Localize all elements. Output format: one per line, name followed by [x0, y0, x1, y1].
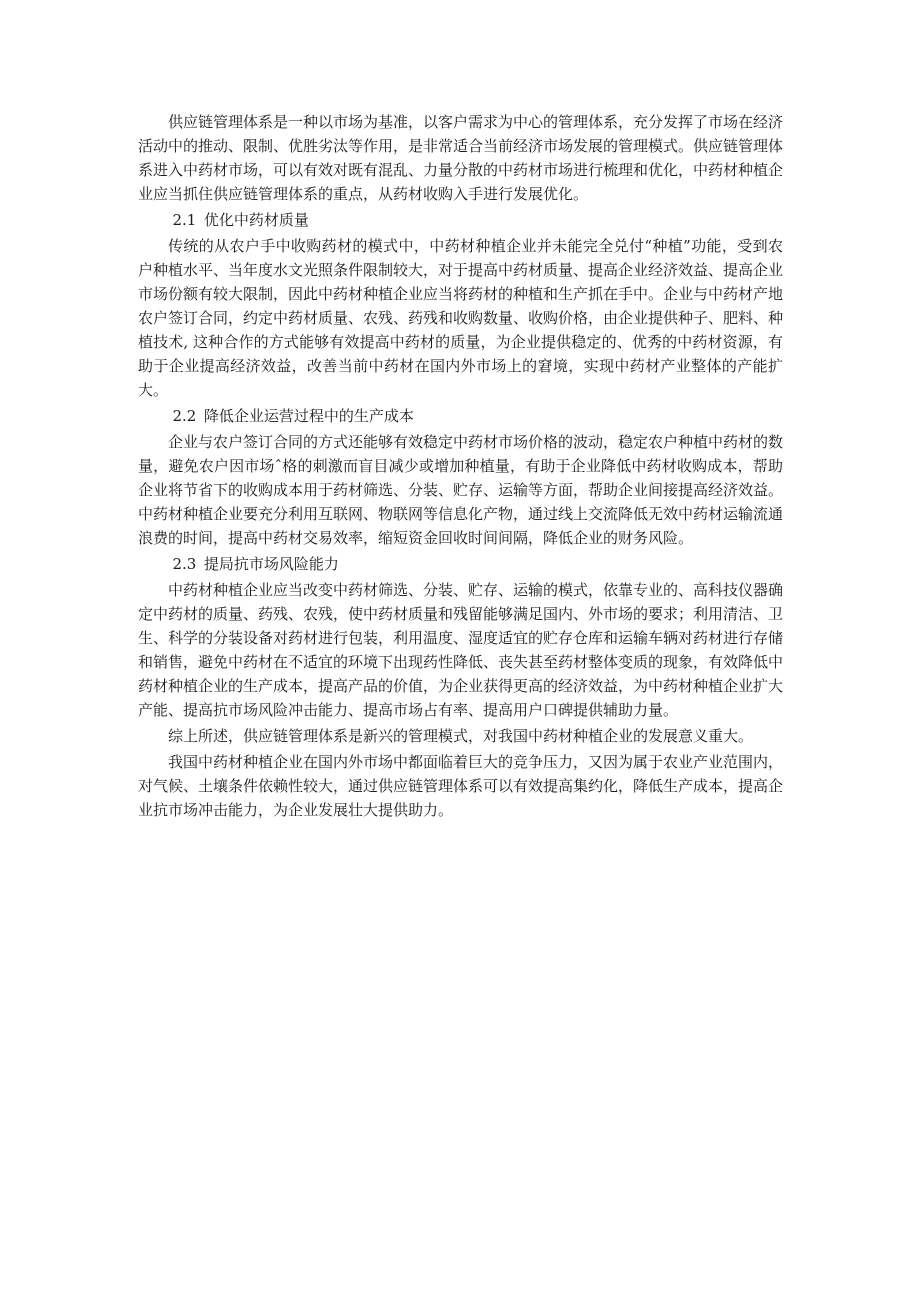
section-title: 优化中药材质量	[203, 211, 309, 229]
section-heading-2-1	[138, 208, 783, 232]
section-number: 2.3	[172, 555, 197, 573]
section-title: 提局抗市场风险能力	[203, 555, 339, 573]
paragraph-2-2: 企业与农户签订合同的方式还能够有效稳定中药材市场价格的波动，稳定农户种植中药材的数量，避免农户因市场ˆ格的刺激而盲目减少或增加种植量，有助于企业降低中药材收购成本，帮助企业将节省下的收购成本用于药材筛选、分装、贮存、运输等方面，帮助企业间接提高经济效益。中药材种植企业要充分利用互联网、物联网等信息化产物，通过线上交流降低无效中药材运输流通浪费的时间，提高中药材交易效率，缩短资金回收时间间隔，降低企业的财务风险。	[138, 433, 784, 547]
section-number: 2.2	[172, 407, 197, 425]
section-heading-2-3	[138, 552, 783, 576]
section-heading-2-2	[138, 404, 783, 428]
section-number: 2.1	[172, 211, 197, 229]
paragraph-2-1: 传统的从农户手中收购药材的模式中，中药材种植企业并未能完全兑付“种植”功能，受到农户种植水平、当年度水文光照条件限制较大，对于提高中药材质量、提高企业经济效益、提高企业市场份额有较大限制，因此中药材种植企业应当将药材的种植和生产抓在手中。企业与中药材产地农户签订合同，约定中药材质量、农残、药残和收购数量、收购价格，由企业提供种子、肥料、种植技术, 这种合作的方式能够有效提高中药材的质量，为企业提供稳定的、优秀的中药材资源，有助于企业提高经济效益，改善当前中药材在国内外市场上的窘境，实现中药材产业整体的产能扩大。	[138, 237, 784, 399]
paragraph-conclusion: 我国中药材种植企业在国内外市场中都面临着巨大的竞争压力，又因为属于农业产业范围内，对气候、土壤条件依赖性较大，通过供应链管理体系可以有效提高集约化，降低生产成本，提高企业抗市场冲击能力，为企业发展壮大提供助力。	[138, 753, 784, 819]
paragraph-2-3: 中药材种植企业应当改变中药材筛选、分装、贮存、运输的模式，依靠专业的、高科技仪器确定中药材的质量、药残、农残，使中药材质量和残留能够满足国内、外市场的要求；利用清洁、卫生、科学的分装设备对药材进行包装，利用温度、湿度适宜的贮存仓库和运输车辆对药材进行存储和销售，避免中药材在不适宜的环境下出现药性降低、丧失甚至药材整体变质的现象，有效降低中药材种植企业的生产成本，提高产品的价值，为企业获得更高的经济效益，为中药材种植企业扩大产能、提高抗市场风险冲击能力、提高市场占有率、提高用户口碑提供辅助力量。	[138, 581, 784, 719]
section-title: 降低企业运营过程中的生产成本	[203, 407, 414, 425]
paragraph-intro: 供应链管理体系是一种以市场为基准，以客户需求为中心的管理体系，充分发挥了市场在经济活动中的推动、限制、优胜劣汰等作用，是非常适合当前经济市场发展的管理模式。供应链管理体系进入中药材市场，可以有效对既有混乱、力量分散的中药材市场进行梳理和优化，中药材种植企业应当抓住供应链管理体系的重点，从药材收购入手进行发展优化。	[138, 113, 784, 203]
paragraph-summary: 综上所述，供应链管理体系是新兴的管理模式，对我国中药材种植企业的发展意义重大。	[168, 727, 754, 745]
document-body	[138, 110, 783, 824]
